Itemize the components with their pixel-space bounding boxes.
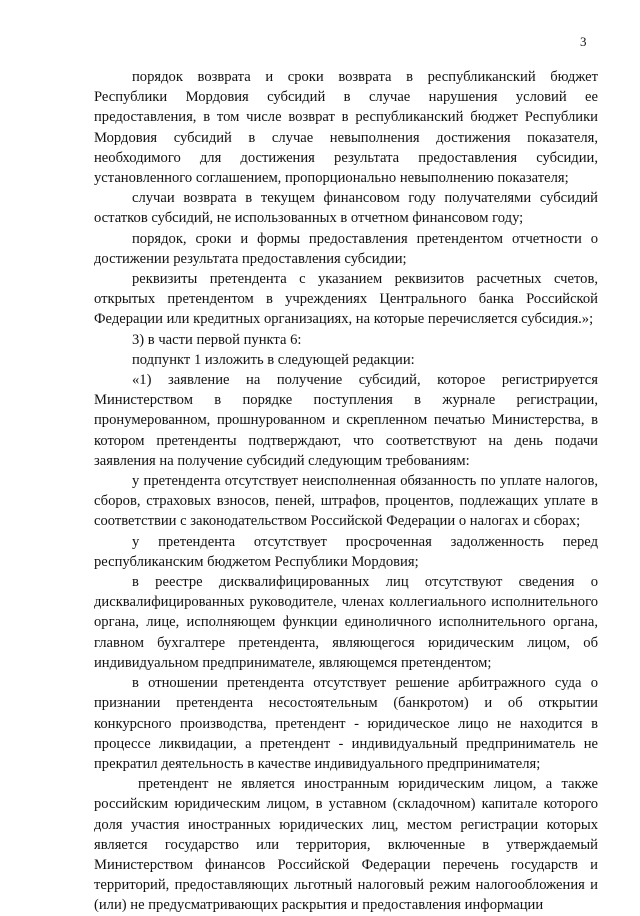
paragraph-bankruptcy: в отношении претендента отсутствует решение арбитражного суда о признании претендента несостоятельным (банкротом) и об открытии конкурсного производства, претендент - юридическое лицо не находится в процессе ликвидации, а претендент - индивидуальный предприниматель не прекратил деятельность в качестве индивидуального предпринимателя; [94,675,598,772]
paragraph-item-3: 3) в части первой пункта 6: [132,331,302,348]
paragraph-subitem-1-intro: подпункт 1 изложить в следующей редакции: [132,351,415,368]
paragraph-no-budget-debt: у претендента отсутствует просроченная задолженность перед республиканским бюджетом Республики Мордовия; [94,533,598,570]
page-number: 3 [580,34,587,49]
paragraph-reporting: порядок, сроки и формы предоставления претендентом отчетности о достижении результата предоставления субсидии; [94,230,598,267]
paragraph-bank-details: реквизиты претендента с указанием реквизитов расчетных счетов, открытых претендентом в учреждениях Центрального банка Российской Федерации или кредитных организациях, на которые перечисляется субсидия.»; [94,271,598,328]
paragraph-refund-cases: случаи возврата в текущем финансовом году получателями субсидий остатков субсидий, не использованных в отчетном финансовом году; [94,190,598,227]
paragraph-foreign-entity: претендент не является иностранным юридическим лицом, а также российским юридическим лицом, в уставном (складочном) капитале которого доля участия иностранных юридических лиц, местом регистрации которых является государство или территория, включенные в утверждаемый Министерством финансов Российской Федерации перечень государств и территорий, предоставляющих льготный налоговый режим налогообложения и (или) не предусматривающих раскрытия и предоставления информации [94,776,598,914]
paragraph-application: «1) заявление на получение субсидий, которое регистрируется Министерством в порядке поступления в журнале регистрации, пронумерованном, прошнурованном и скрепленном печатью Министерства, в котором претенденты подтверждают, что соответствуют на день подачи заявления на получение субсидий следующим требованиям: [94,372,598,469]
document-body [94,67,598,916]
paragraph-refund-procedure: порядок возврата и сроки возврата в республиканский бюджет Республики Мордовия субсидий в случае нарушения условий ее предоставления, в том числе возврат в республиканский бюджет Республики Мордовия субсидий в случае невыполнения достижения показателя, необходимого для достижения результата предоставления субсидии, установленного соглашением, пропорционально невыполнению показателя; [94,69,598,187]
paragraph-no-tax-debt: у претендента отсутствует неисполненная обязанность по уплате налогов, сборов, страховых взносов, пеней, штрафов, процентов, подлежащих уплате в соответствии с законодательством Российской Федерации о налогах и сборах; [94,473,598,530]
paragraph-disqualified-registry: в реестре дисквалифицированных лиц отсутствуют сведения о дисквалифицированных руководителе, членах коллегиального исполнительного органа, лице, исполняющем функции единоличного исполнительного органа, главном бухгалтере претендента, являющегося юридическим лицом, об индивидуальном предпринимателе, являющемся претендентом; [94,574,598,671]
